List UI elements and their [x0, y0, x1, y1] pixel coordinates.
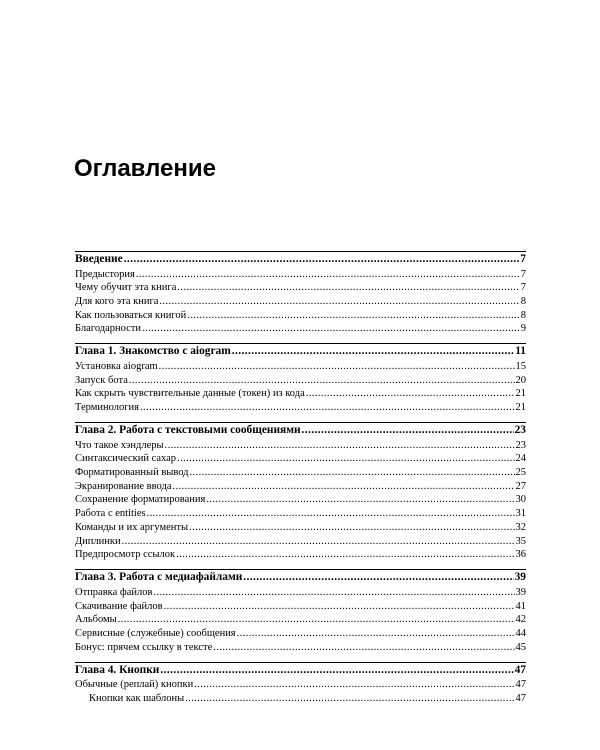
toc-entry[interactable] — [75, 613, 526, 627]
toc-entry-label: Благодарности — [75, 323, 142, 335]
dot-leader — [177, 452, 514, 466]
dot-leader — [176, 548, 514, 562]
toc-entry-label: Бонус: прячем ссылку в тексте — [75, 641, 213, 653]
toc-chapter[interactable] — [75, 422, 526, 439]
toc-subentry[interactable] — [75, 692, 526, 706]
toc-chapter[interactable] — [75, 251, 526, 268]
toc-entry-label: Обычные (реплай) кнопки — [75, 679, 194, 691]
toc-page-number: 47 — [515, 693, 526, 704]
dot-leader — [165, 439, 515, 453]
toc-entry-label: Команды и их аргументы — [75, 521, 189, 533]
dot-leader — [159, 295, 519, 309]
page-title: Оглавление — [74, 155, 216, 182]
toc-entry-label: Отправка файлов — [75, 586, 153, 598]
toc-page-number: 44 — [515, 627, 526, 639]
toc-entry-label: Диплинки — [75, 535, 121, 547]
toc-entry[interactable] — [75, 466, 526, 480]
toc-entry-label: Форматированный вывод — [75, 467, 189, 479]
toc-entry[interactable] — [75, 507, 526, 521]
toc-entry-label: Терминология — [75, 402, 140, 413]
toc-page-number: 27 — [515, 480, 526, 492]
dot-leader — [153, 586, 514, 600]
toc-entry[interactable] — [75, 548, 526, 562]
toc-page-number: 25 — [515, 467, 526, 479]
toc-page-number: 9 — [520, 323, 526, 335]
toc-entry-label: Запуск бота — [75, 374, 128, 386]
dot-leader — [118, 613, 515, 627]
dot-leader — [122, 535, 515, 549]
dot-leader — [187, 309, 519, 323]
dot-leader — [129, 374, 515, 388]
toc-page-number: 7 — [520, 253, 526, 265]
dot-leader — [160, 663, 513, 679]
toc-entry-label: Введение — [75, 253, 123, 265]
toc-entry-label: Предпросмотр ссылок — [75, 549, 176, 561]
dot-leader — [189, 521, 514, 535]
dot-leader — [185, 692, 514, 706]
toc-page-number: 7 — [520, 268, 526, 280]
dot-leader — [190, 466, 515, 480]
toc-page-number: 30 — [515, 494, 526, 506]
dot-leader — [177, 281, 519, 295]
toc-entry[interactable] — [75, 295, 526, 309]
toc-entry[interactable] — [75, 627, 526, 641]
toc-page-number: 23 — [515, 439, 526, 451]
dot-leader — [302, 423, 514, 439]
toc-entry-label: Предыстория — [75, 268, 135, 280]
dot-leader — [194, 678, 514, 692]
toc-entry-label: Кнопки как шаблоны — [89, 693, 185, 704]
toc-page-number: 39 — [514, 571, 526, 584]
toc-chapter[interactable] — [75, 343, 526, 360]
toc-chapter[interactable] — [75, 569, 526, 586]
toc-entry-label: Синтаксический сахар — [75, 453, 177, 465]
toc-page-number: 32 — [515, 521, 526, 533]
dot-leader — [159, 360, 515, 374]
toc-entry[interactable] — [75, 439, 526, 453]
toc-entry[interactable] — [75, 452, 526, 466]
toc-page-number: 15 — [515, 360, 526, 372]
toc-entry[interactable] — [75, 401, 526, 415]
toc-entry[interactable] — [75, 268, 526, 282]
toc-entry[interactable] — [75, 535, 526, 549]
toc-page-number: 23 — [514, 424, 526, 437]
toc-page-number: 41 — [515, 600, 526, 612]
toc-page-number: 47 — [514, 663, 526, 676]
toc-entry-label: Что такое хэндлеры — [75, 439, 164, 451]
toc-page-number: 20 — [515, 374, 526, 386]
toc-page-number: 7 — [520, 282, 526, 294]
toc-entry[interactable] — [75, 309, 526, 323]
toc-entry-label: Чему обучит эта книга — [75, 282, 177, 294]
toc-entry-label: Альбомы — [75, 614, 117, 626]
toc-page-number: 8 — [520, 295, 526, 307]
toc-page-number: 8 — [520, 309, 526, 321]
toc-page-number: 11 — [515, 345, 526, 358]
toc-page-number: 21 — [515, 388, 526, 400]
toc-page-number: 35 — [515, 535, 526, 547]
dot-leader — [206, 493, 514, 507]
toc-chapter[interactable] — [75, 662, 526, 679]
toc-entry[interactable] — [75, 600, 526, 614]
dot-leader — [213, 641, 514, 655]
toc-entry-label: Экранирование ввода — [75, 480, 172, 492]
toc-entry-label: Установка aiogram — [75, 360, 158, 372]
toc-entry[interactable] — [75, 641, 526, 655]
toc-page-number: 42 — [515, 614, 526, 626]
toc-entry-label: Сохранение форматирования — [75, 494, 206, 506]
toc-page-number: 47 — [515, 679, 526, 691]
toc-entry-label: Работа с entities — [75, 508, 146, 520]
toc-entry-label: Как пользоваться книгой — [75, 309, 187, 321]
toc-page-number: 31 — [515, 508, 526, 520]
toc-entry-label: Глава 4. Кнопки — [75, 663, 160, 676]
dot-leader — [243, 570, 513, 586]
toc-entry-label: Как скрыть чувствительные данные (токен) из кода — [75, 388, 305, 400]
toc-page-number: 24 — [515, 453, 526, 465]
toc-entry[interactable] — [75, 322, 526, 336]
toc-entry[interactable] — [75, 493, 526, 507]
toc-entry[interactable] — [75, 281, 526, 295]
toc-entry[interactable] — [75, 521, 526, 535]
dot-leader — [164, 600, 515, 614]
dot-leader — [142, 322, 520, 336]
toc-entry[interactable] — [75, 586, 526, 600]
table-of-contents — [75, 251, 526, 706]
toc-entry-label: Глава 2. Работа с текстовыми сообщениями — [75, 424, 301, 437]
dot-leader — [172, 480, 514, 494]
dot-leader — [237, 627, 515, 641]
toc-entry-label: Глава 3. Работа с медиафайлами — [75, 571, 243, 584]
dot-leader — [147, 507, 515, 521]
toc-page-number: 39 — [515, 586, 526, 598]
toc-entry-label: Скачивание файлов — [75, 600, 163, 612]
dot-leader — [306, 387, 515, 401]
toc-entry-label: Для кого эта книга — [75, 295, 159, 307]
dot-leader — [124, 252, 520, 268]
dot-leader — [136, 268, 520, 282]
dot-leader — [140, 401, 514, 415]
toc-page-number: 21 — [515, 402, 526, 413]
toc-entry-label: Глава 1. Знакомство с aiogram — [75, 345, 231, 358]
toc-entry[interactable] — [75, 360, 526, 374]
toc-entry[interactable] — [75, 374, 526, 388]
toc-entry[interactable] — [75, 387, 526, 401]
toc-page-number: 36 — [515, 549, 526, 561]
toc-page-number: 45 — [515, 641, 526, 653]
toc-entry-label: Сервисные (служебные) сообщения — [75, 627, 236, 639]
dot-leader — [232, 344, 515, 360]
toc-entry[interactable] — [75, 678, 526, 692]
toc-entry[interactable] — [75, 480, 526, 494]
